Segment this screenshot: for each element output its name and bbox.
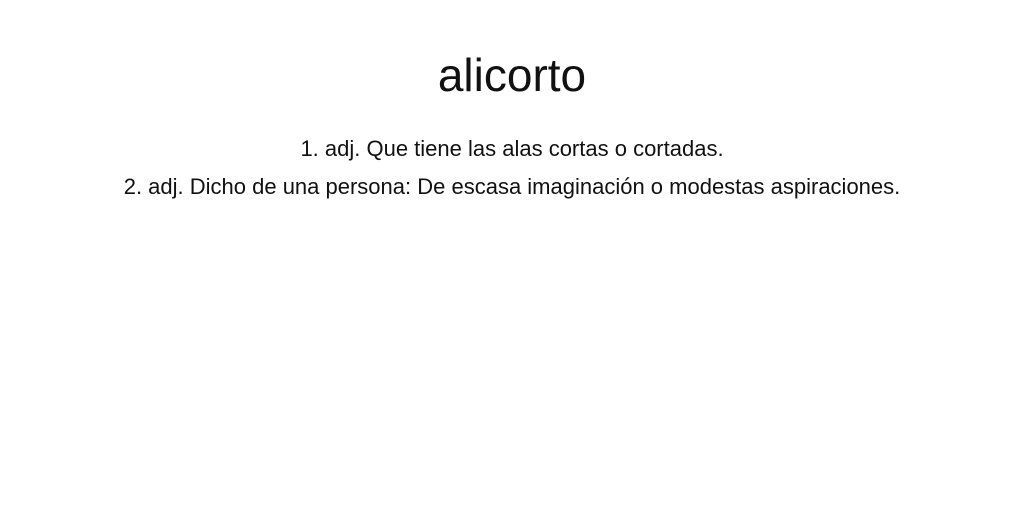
definitions-list — [0, 130, 1024, 206]
headword: alicorto — [437, 49, 587, 101]
definition-item: 1. adj. Que tiene las alas cortas o cortadas. — [300, 136, 724, 161]
definition-item: 2. adj. Dicho de una persona: De escasa imaginación o modestas aspiraciones. — [123, 174, 901, 199]
